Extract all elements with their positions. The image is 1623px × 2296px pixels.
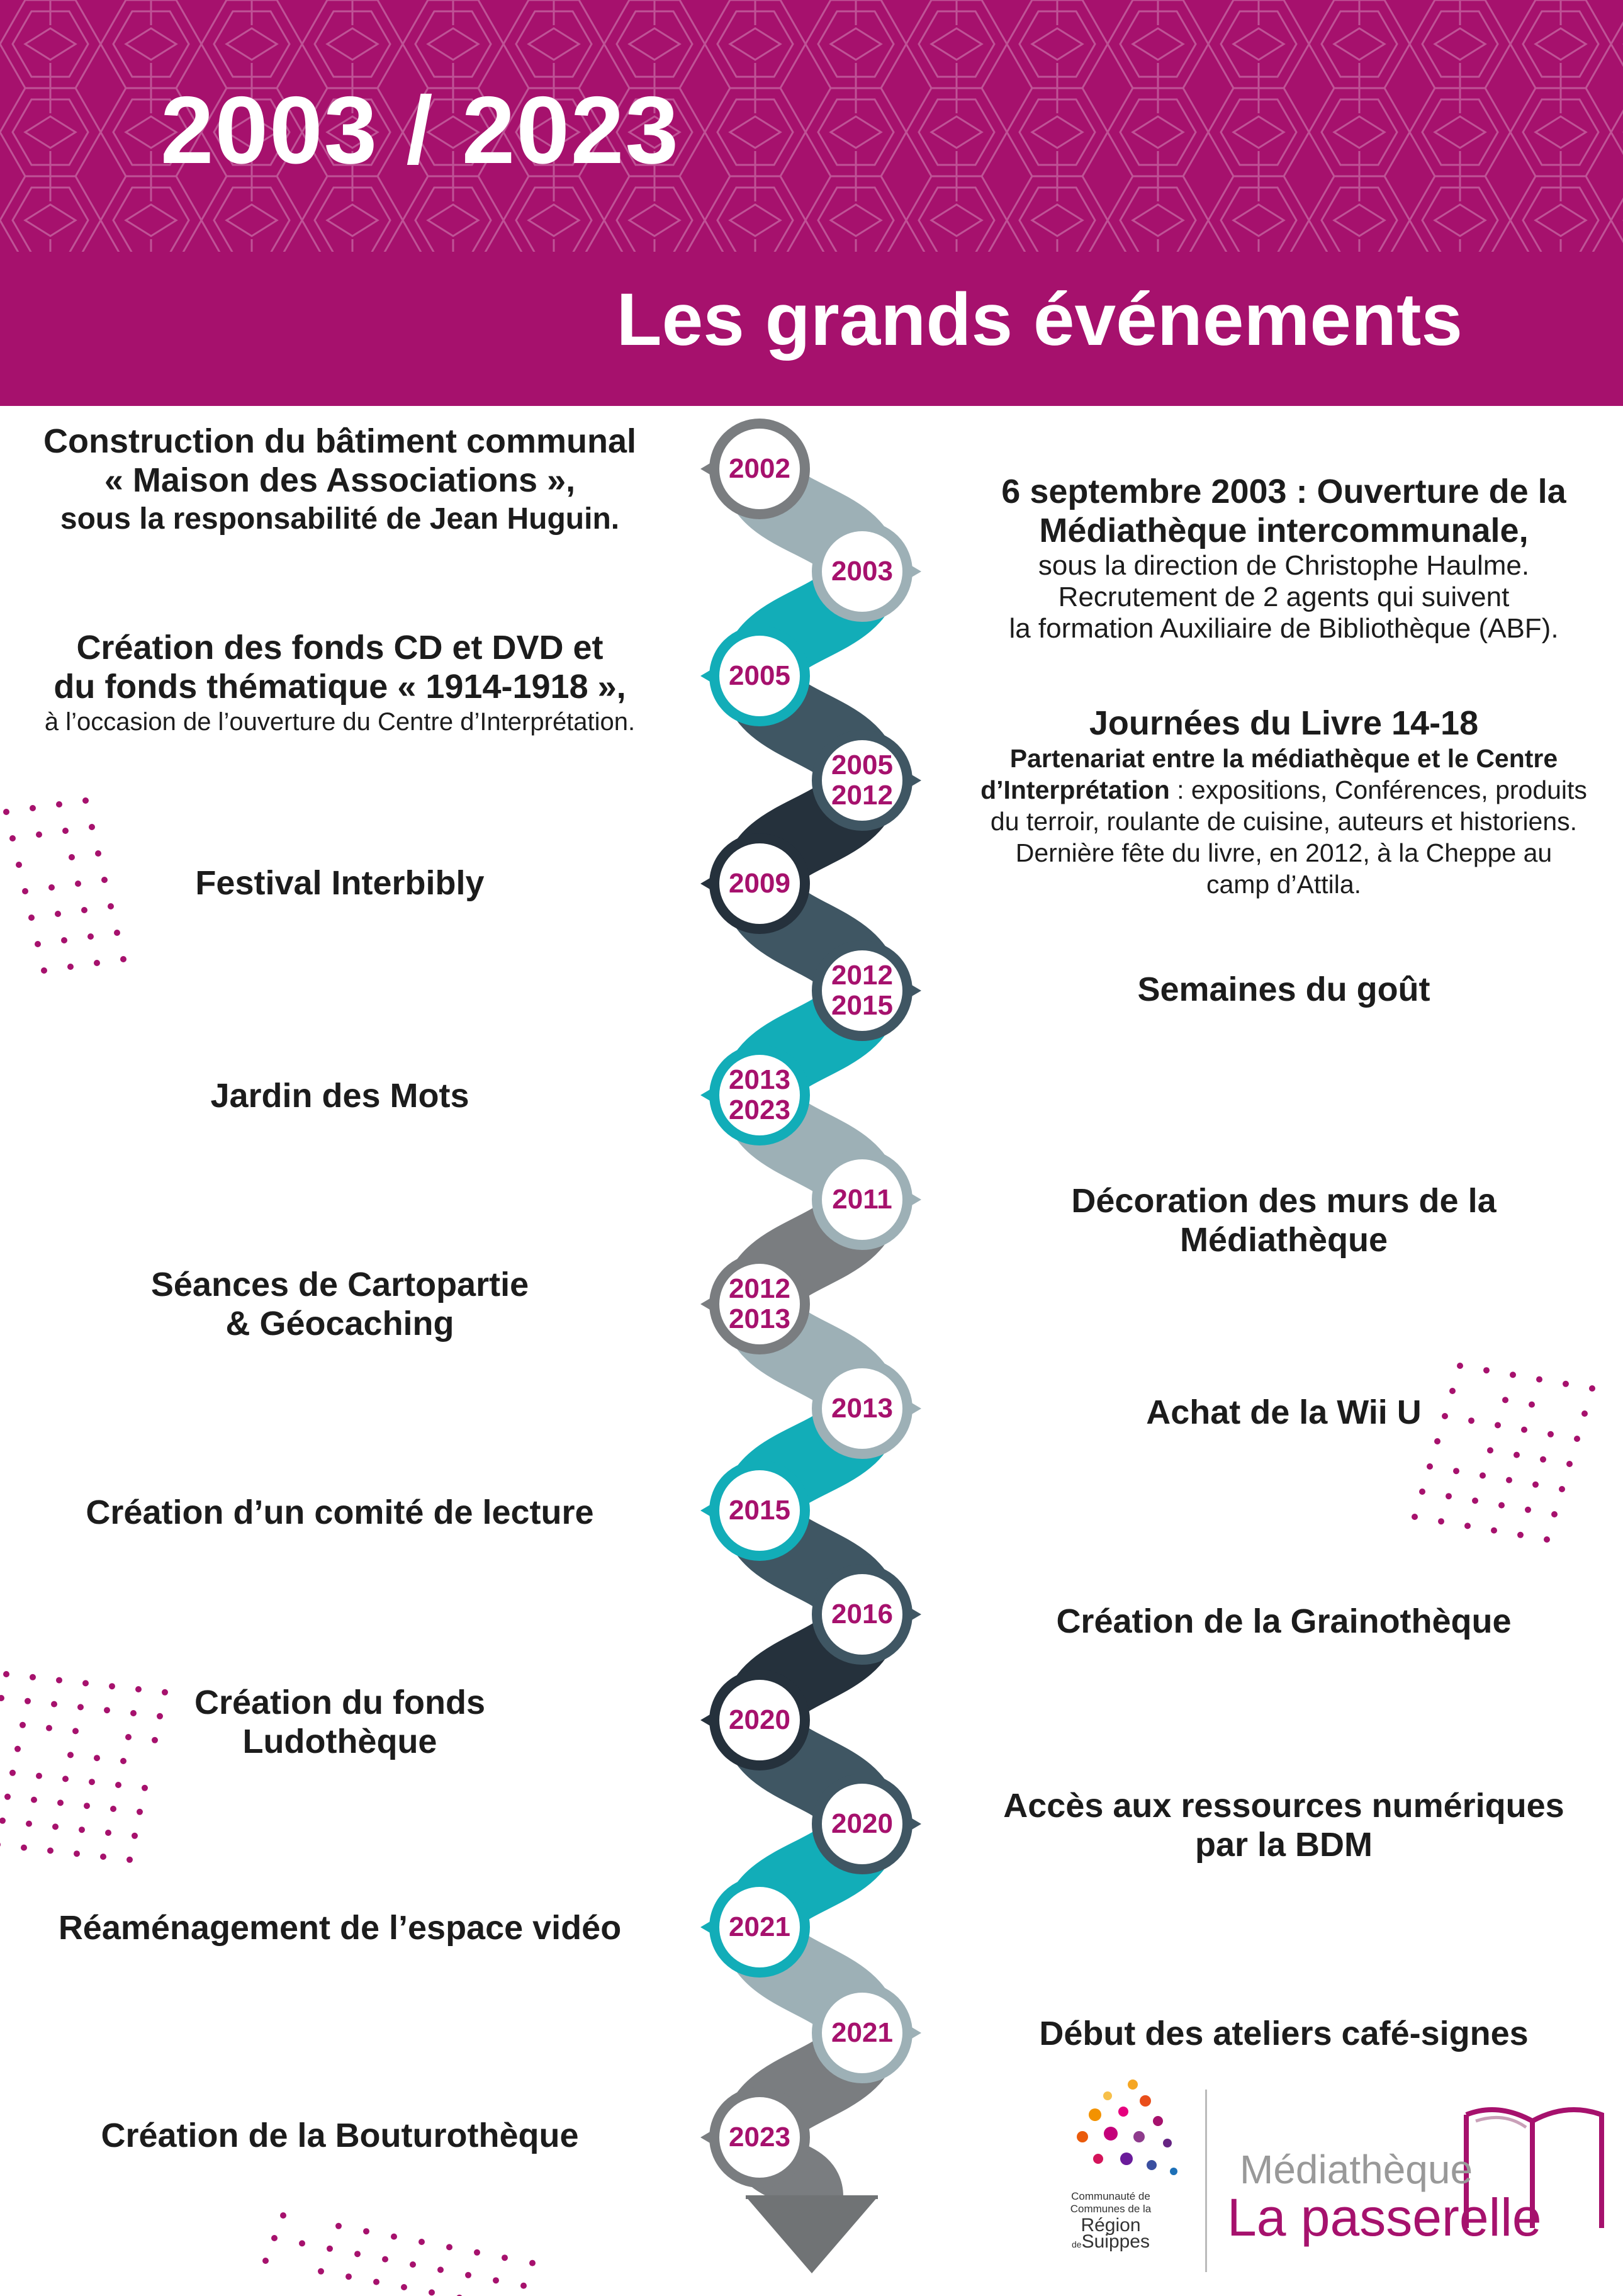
year-label: 2015 <box>729 1495 790 1526</box>
decor-dot <box>1438 1518 1444 1524</box>
decor-dot <box>1412 1514 1418 1520</box>
event-2012-2015 <box>963 970 1605 1009</box>
decor-dot <box>126 1857 133 1863</box>
event-2011 <box>963 1181 1605 1259</box>
event-2013-text: Achat de la Wii U <box>1146 1393 1422 1431</box>
decor-dot <box>299 2240 305 2246</box>
decor-dot <box>47 1847 53 1854</box>
event-2002-line2: « Maison des Associations », <box>104 461 576 499</box>
event-2021b-text: Début des ateliers café-signes <box>1039 2015 1529 2052</box>
la-passerelle-label: La passerelle <box>1227 2188 1542 2247</box>
event-2003-line1: 6 septembre 2003 : Ouverture de la <box>1001 473 1566 510</box>
decor-dot <box>74 1850 80 1857</box>
event-2005-2012-line4: Dernière fête du livre, en 2012, à la Cheppe au <box>1015 838 1553 867</box>
year-label: 2023 <box>729 2122 790 2152</box>
event-2012-2013-line1: Séances de Cartopartie <box>150 1266 529 1303</box>
ccrs-logo-dots <box>1057 2077 1183 2190</box>
decor-dot <box>1540 1456 1546 1463</box>
decor-dot <box>0 1695 4 1701</box>
decor-dot <box>1559 1486 1565 1492</box>
decor-dot <box>1536 1376 1542 1383</box>
decor-dot <box>1483 1367 1490 1373</box>
event-2005-line3: à l’occasion de l’ouverture du Centre d’Interprétation. <box>44 708 636 736</box>
decor-dot <box>82 797 89 804</box>
decor-dot <box>57 1799 64 1806</box>
decor-dot <box>418 2239 425 2245</box>
decor-dot <box>1434 1438 1440 1444</box>
timeline-end-bar <box>746 2195 878 2199</box>
decor-dot <box>446 2244 452 2250</box>
event-2020b <box>963 1786 1605 1864</box>
decor-dot <box>1551 1511 1558 1517</box>
footer-logos <box>1019 2077 1623 2278</box>
event-2012-2013-line2: & Géocaching <box>225 1305 454 1342</box>
header-years: 2003 / 2023 <box>160 77 680 184</box>
event-2013-2023-text: Jardin des Mots <box>210 1077 469 1115</box>
event-2012-2015-text: Semaines du goût <box>1137 971 1430 1008</box>
event-2005-2012-line2: d’Interprétation : expositions, Conférences, produits <box>980 775 1587 804</box>
decor-dot <box>1525 1507 1531 1513</box>
event-2013 <box>963 1393 1605 1432</box>
decor-dot <box>1547 1431 1554 1438</box>
decor-dot <box>110 1806 116 1812</box>
year-label: 2009 <box>729 868 790 899</box>
event-2020b-line1: Accès aux ressources numériques <box>1003 1787 1564 1825</box>
decor-dot <box>89 1779 95 1785</box>
decor-dot <box>56 801 62 808</box>
decor-dot <box>69 854 75 860</box>
decor-dot <box>9 835 16 841</box>
decor-dot <box>1498 1502 1505 1509</box>
decor-dot <box>335 2223 342 2229</box>
event-2021-text: Réaménagement de l’espace vidéo <box>58 1909 622 1947</box>
event-2005-line1: Création des fonds CD et DVD et <box>76 629 604 667</box>
event-2020 <box>13 1683 667 1761</box>
event-2005-2012-line1: Partenariat entre la médiathèque et le Centre <box>1009 744 1558 773</box>
year-label: 2021 <box>729 1911 790 1942</box>
decor-dot <box>4 1794 11 1800</box>
decor-dot <box>1532 1482 1539 1488</box>
event-2002-line3: sous la responsabilité de Jean Huguin. <box>60 502 620 536</box>
year-label: 2016 <box>831 1599 893 1629</box>
decor-dot <box>327 2246 333 2252</box>
year-label: 2013 2023 <box>729 1064 790 1125</box>
decor-dot <box>62 828 69 834</box>
decor-dot <box>3 809 9 815</box>
decor-dot <box>429 2289 435 2295</box>
decor-dot <box>520 2283 527 2289</box>
decor-dot <box>363 2228 369 2234</box>
year-label: 2002 <box>729 453 790 484</box>
event-2020-line2: Ludothèque <box>242 1723 437 1760</box>
decor-dot <box>100 1854 106 1860</box>
year-label: 2003 <box>831 556 893 587</box>
decor-dot <box>36 831 42 838</box>
decor-dot <box>280 2212 286 2219</box>
event-2002 <box>13 422 667 539</box>
event-2013-2023 <box>13 1076 667 1115</box>
event-2023-text: Création de la Bouturothèque <box>101 2117 579 2154</box>
decor-dot <box>79 1826 85 1833</box>
decor-dot <box>1506 1477 1512 1483</box>
decor-dot <box>81 907 87 913</box>
decor-dot <box>55 911 61 917</box>
year-label: 2005 <box>729 660 790 691</box>
decor-dot <box>262 2258 269 2264</box>
decor-dot <box>9 1770 16 1776</box>
year-label: 2012 2013 <box>729 1273 790 1334</box>
year-label: 2011 <box>832 1184 892 1215</box>
decor-dot <box>1464 1522 1471 1529</box>
decor-dot <box>142 1785 148 1791</box>
year-label: 2020 <box>729 1704 790 1735</box>
event-2020-line1: Création du fonds <box>194 1684 485 1721</box>
event-2012-2013 <box>13 1265 667 1343</box>
event-2005-2012-title: Journées du Livre 14-18 <box>1089 704 1479 742</box>
event-2005-2012 <box>963 704 1605 900</box>
timeline-end-arrow <box>746 2197 878 2273</box>
decor-dot <box>1446 1493 1452 1499</box>
decor-dot <box>502 2254 508 2261</box>
event-2011-text: Décoration des murs de la Médiathèque <box>1071 1182 1497 1259</box>
decor-dot <box>52 1823 59 1830</box>
decor-dot <box>120 956 126 962</box>
decor-dot <box>137 1809 143 1815</box>
decor-dot <box>1574 1436 1580 1442</box>
decor-dot <box>373 2279 379 2285</box>
decor-dot <box>35 941 41 947</box>
decor-dot <box>132 1833 138 1839</box>
decor-dot <box>41 967 47 974</box>
mediatheque-label: Médiathèque <box>1240 2147 1473 2192</box>
event-2003-line2: Médiathèque intercommunale, <box>1039 512 1529 549</box>
decor-dot <box>1517 1532 1524 1538</box>
year-label: 2021 <box>831 2017 893 2048</box>
event-2016 <box>963 1602 1605 1641</box>
decor-dot <box>115 1782 121 1788</box>
decor-dot <box>62 1775 69 1782</box>
decor-dot <box>318 2268 324 2275</box>
decor-dot <box>437 2266 444 2273</box>
event-2009 <box>13 864 667 903</box>
decor-dot <box>1453 1468 1459 1474</box>
decor-dot <box>1563 1381 1569 1387</box>
decor-dot <box>26 1821 32 1827</box>
page-title: Les grands événements <box>616 278 1463 361</box>
decor-dot <box>0 1818 6 1824</box>
ccrs-logo-text: Communauté de Communes de la Région deSuippes <box>1070 2190 1152 2252</box>
decor-dot <box>391 2234 397 2240</box>
event-2003-line5: la formation Auxiliaire de Bibliothèque (ABF). <box>1009 613 1559 644</box>
decor-dot <box>1457 1363 1463 1369</box>
decor-dot <box>1480 1472 1486 1478</box>
event-2020b-line2: par la BDM <box>1194 1826 1373 1864</box>
decor-dot <box>345 2273 352 2280</box>
decor-dot <box>1589 1385 1595 1392</box>
event-2005 <box>13 628 667 738</box>
year-label: 2013 <box>831 1393 893 1424</box>
event-2015-text: Création d’un comité de lecture <box>86 1494 594 1531</box>
decor-dot <box>67 964 74 970</box>
decor-dot <box>0 1842 1 1848</box>
decor-dot <box>1491 1528 1497 1534</box>
event-2005-line2: du fonds thématique « 1914-1918 », <box>53 668 626 706</box>
year-label: 2005 2012 <box>831 750 893 811</box>
decor-dot <box>84 1803 90 1809</box>
event-2009-text: Festival Interbibly <box>195 864 485 902</box>
decor-dot <box>30 805 36 811</box>
decor-dot <box>271 2235 278 2241</box>
year-label: 2020 <box>831 1808 893 1839</box>
event-2016-text: Création de la Grainothèque <box>1056 1602 1512 1640</box>
decor-dot <box>61 937 67 943</box>
decor-dot <box>1472 1497 1478 1504</box>
event-2003-line4: Recrutement de 2 agents qui suivent <box>1058 582 1510 612</box>
decor-dot <box>3 1671 9 1677</box>
decor-dot <box>529 2260 536 2266</box>
decor-dot <box>1427 1463 1433 1470</box>
decor-dot <box>1544 1536 1550 1543</box>
decor-dot <box>87 933 94 940</box>
logo-divider <box>1205 2090 1207 2272</box>
decor-dot <box>465 2272 471 2278</box>
year-label: 2012 2015 <box>831 960 893 1021</box>
decor-dot <box>493 2277 499 2283</box>
decor-dot <box>89 824 95 830</box>
decor-dot <box>36 1773 42 1779</box>
event-2005-2012-line3: du terroir, roulante de cuisine, auteurs et historiens. <box>990 807 1578 836</box>
decor-dot <box>30 1674 36 1680</box>
decor-dot <box>21 1845 27 1851</box>
decor-dot <box>31 1797 37 1803</box>
decor-dot <box>28 914 35 921</box>
event-2003 <box>963 472 1605 644</box>
event-2021 <box>13 1908 667 1947</box>
event-2002-line1: Construction du bâtiment communal <box>43 422 637 460</box>
decor-dot <box>94 960 100 966</box>
decor-dot <box>401 2284 407 2290</box>
event-2005-2012-line5: camp d’Attila. <box>1206 870 1362 899</box>
decor-dot <box>95 850 101 857</box>
event-2023 <box>13 2116 667 2155</box>
decor-dot <box>1510 1371 1516 1378</box>
decor-dot <box>108 903 114 909</box>
decor-dot <box>410 2261 416 2268</box>
decor-dot <box>474 2249 480 2256</box>
decor-dot <box>1513 1452 1520 1458</box>
decor-dot <box>114 930 120 936</box>
event-2003-line3: sous la direction de Christophe Haulme. <box>1038 550 1530 581</box>
decor-dot <box>105 1830 111 1836</box>
decor-dot <box>1419 1488 1425 1495</box>
event-2015 <box>13 1493 667 1532</box>
decor-dot <box>1487 1447 1493 1453</box>
event-2021b <box>963 2014 1605 2053</box>
decor-dot <box>354 2251 361 2257</box>
decor-dot <box>382 2256 388 2263</box>
decor-dot <box>1566 1461 1573 1467</box>
